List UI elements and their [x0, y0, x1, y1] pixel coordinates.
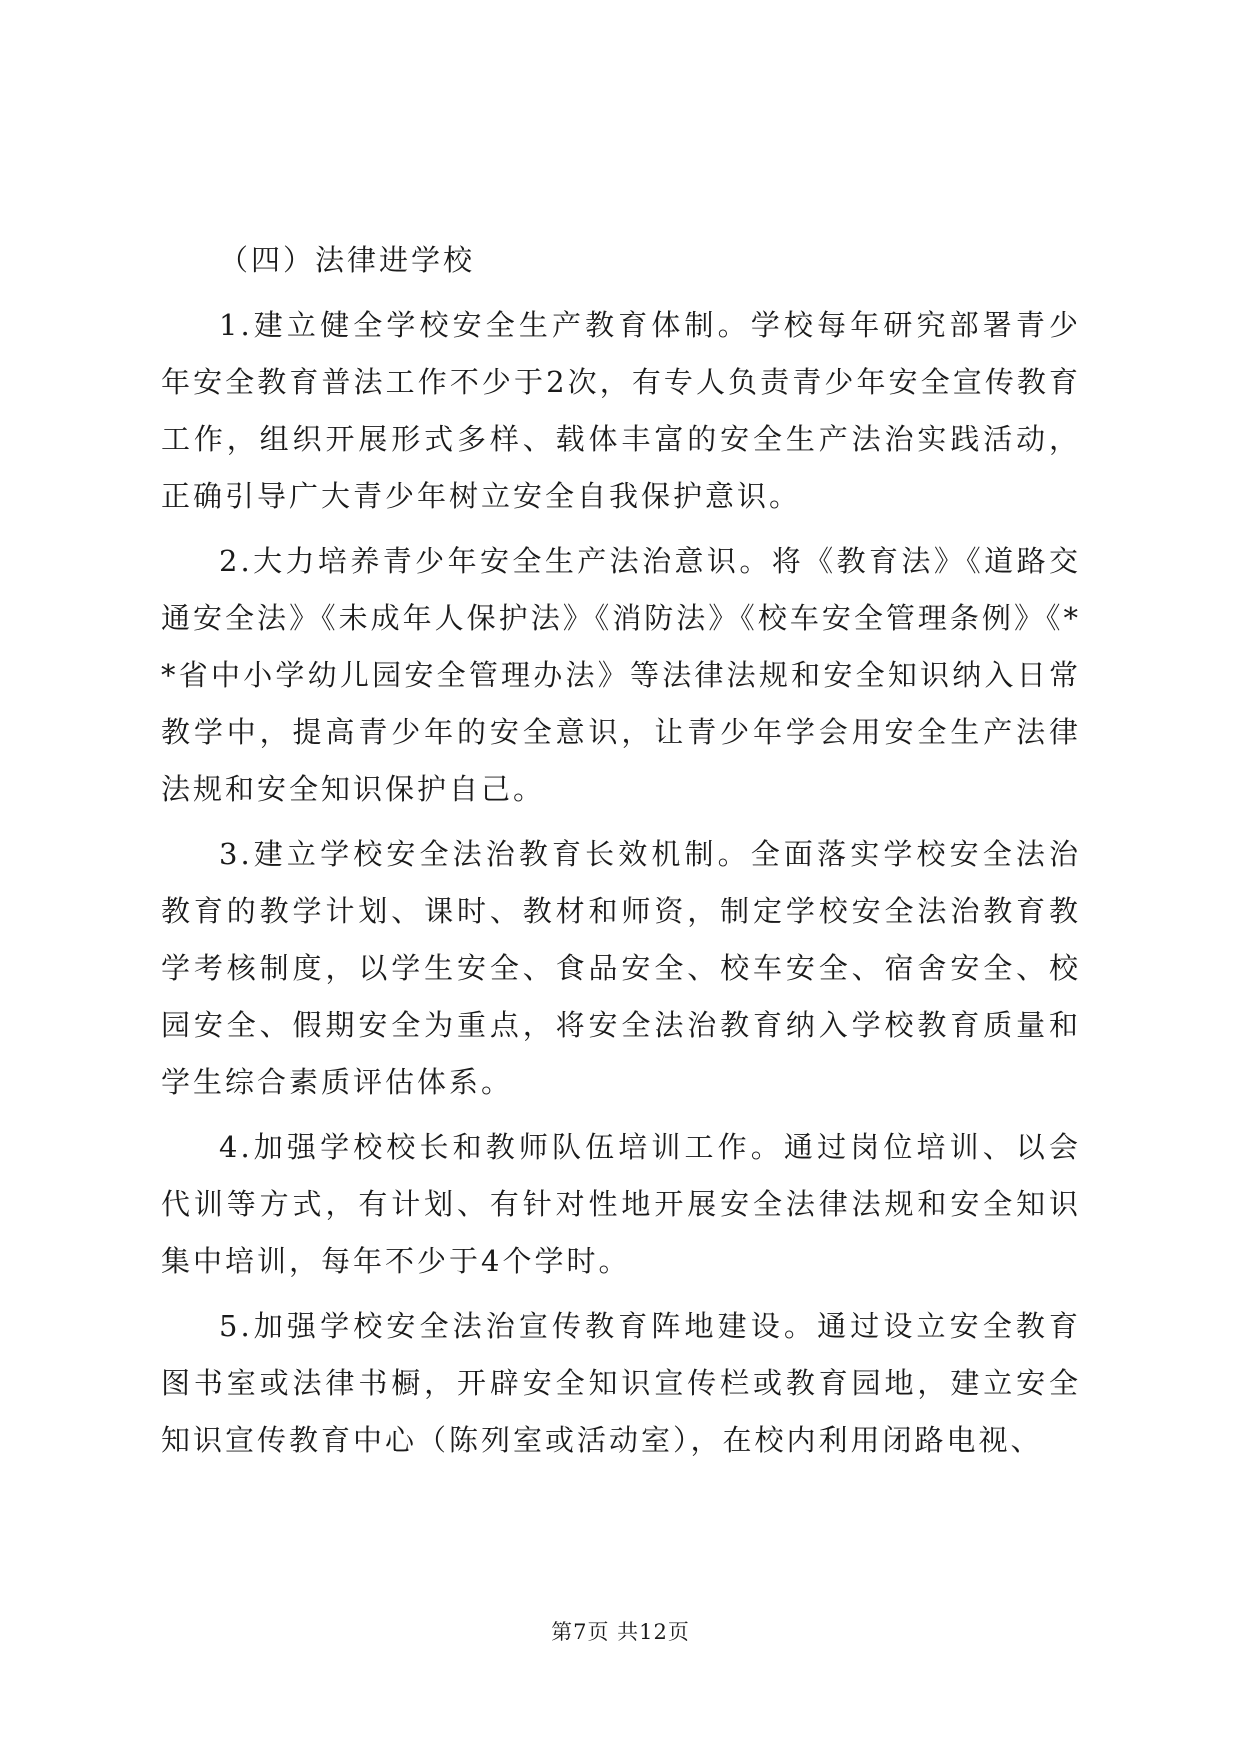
paragraph-1: 1.建立健全学校安全生产教育体制。学校每年研究部署青少年安全教育普法工作不少于2次，有专人负责青少年安全宣传教育工作，组织开展形式多样、载体丰富的安全生产法治实践活动，正确引导广大青少年树立安全自我保护意识。 [161, 308, 1081, 513]
document-body [161, 232, 1081, 1469]
paragraph-5: 5.加强学校安全法治宣传教育阵地建设。通过设立安全教育图书室或法律书橱，开辟安全知识宣传栏或教育园地，建立安全知识宣传教育中心（陈列室或活动室），在校内利用闭路电视、 [161, 1309, 1081, 1457]
page-number-footer: 第7页 共12页 [551, 1620, 690, 1644]
section-heading: （四）法律进学校 [219, 243, 476, 277]
paragraph-3: 3.建立学校安全法治教育长效机制。全面落实学校安全法治教育的教学计划、课时、教材和师资，制定学校安全法治教育教学考核制度，以学生安全、食品安全、校车安全、宿舍安全、校园安全、假期安全为重点，将安全法治教育纳入学校教育质量和学生综合素质评估体系。 [161, 837, 1081, 1099]
paragraph-2: 2.大力培养青少年安全生产法治意识。将《教育法》《道路交通安全法》《未成年人保护法》《消防法》《校车安全管理条例》《**省中小学幼儿园安全管理办法》等法律法规和安全知识纳入日常教学中，提高青少年的安全意识，让青少年学会用安全生产法律法规和安全知识保护自己。 [161, 544, 1081, 806]
paragraph-4: 4.加强学校校长和教师队伍培训工作。通过岗位培训、以会代训等方式，有计划、有针对性地开展安全法律法规和安全知识集中培训，每年不少于4个学时。 [161, 1130, 1081, 1278]
